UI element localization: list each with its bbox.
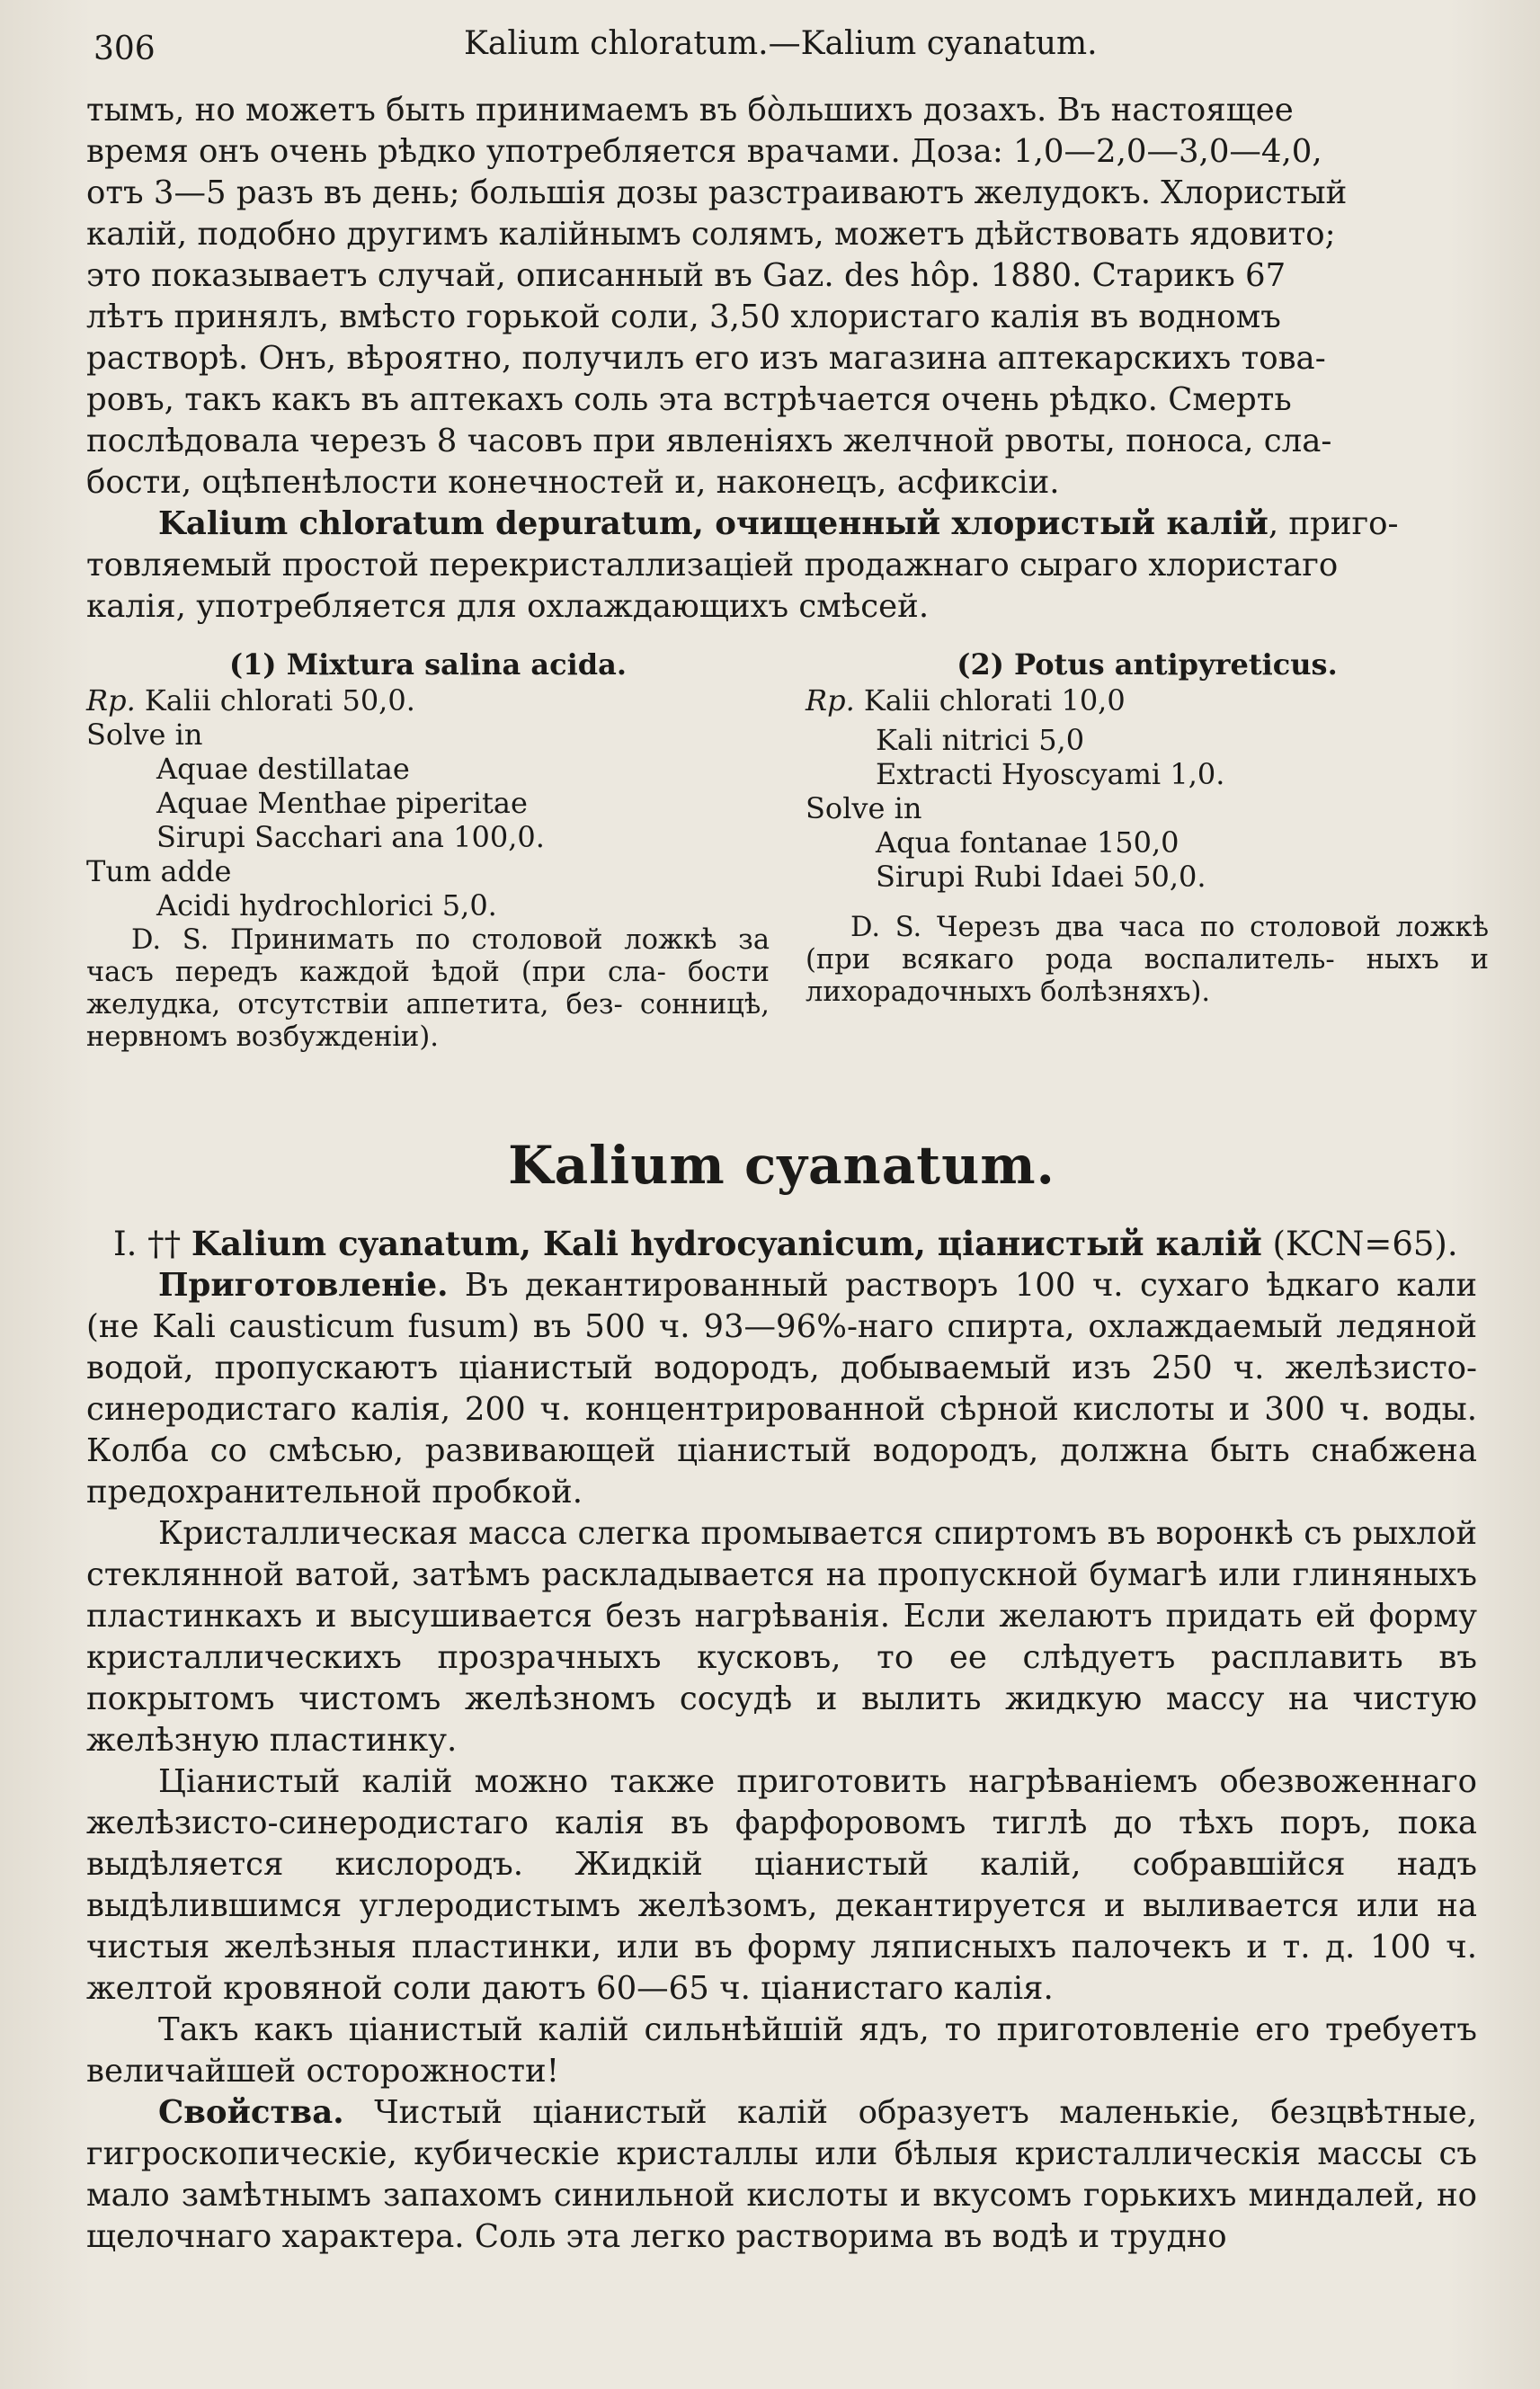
preparation-label: Приготовленіе. [158, 1267, 449, 1304]
text-line: послѣдовала черезъ 8 часовъ при явленіяхъ желчной рвоты, поноса, сла- [86, 423, 1332, 459]
recipe-line: Solve in [806, 791, 922, 825]
depuratum-paragraph [86, 504, 1477, 628]
recipe-line [806, 683, 1489, 718]
recipe-line: Sirupi Rubi Idaei 50,0. [876, 860, 1206, 894]
depuratum-term: Kalium chloratum depuratum, очищенный хлористый калій [158, 505, 1268, 542]
recipe-line: Tum adde [86, 854, 232, 888]
text-line: калія, употребляется для охлаждающихъ смѣсей. [86, 588, 930, 625]
rp-mark: Rp. [86, 683, 136, 718]
recipe-line: Sirupi Sacchari ana 100,0. [156, 820, 545, 854]
text-line: растворѣ. Онъ, вѣроятно, получилъ его изъ магазина аптекарскихъ това- [86, 340, 1326, 377]
recipe-signa [806, 912, 1489, 1009]
entry-line [86, 1223, 1477, 1265]
properties-paragraph [86, 2092, 1477, 2258]
text-line: лѣтъ принялъ, вмѣсто горькой соли, 3,50 хлористаго калія въ водномъ [86, 299, 1281, 335]
signa-text: D. S. Черезъ два часа по столовой ложкѣ (при всякаго рода воспалитель- ныхъ и лихорадочныхъ болѣзняхъ). [806, 912, 1489, 1008]
text-line [86, 504, 1477, 545]
properties-text: Чистый ціанистый калій образуетъ маленькіе, безцвѣтные, гигроскопическіе, кубическіе кристаллы или бѣлыя кристаллическія массы съ мало замѣтнымъ запахомъ синильной кислоты и вкусомъ горькихъ миндалей, но щелочнаго характера. Соль эта легко растворима въ водѣ и трудно [86, 2094, 1478, 2255]
spacer [806, 894, 1489, 910]
recipes [86, 647, 1489, 1068]
recipe-signa [86, 924, 770, 1054]
preparation-text: Въ декантированный растворъ 100 ч. сухаго ѣдкаго кали (не Kali causticum fusum) въ 500 ч. 93—96%-наго спирта, охлаждаемый ледяной водой, пропускаютъ ціанистый водородъ, добываемый изъ 250 ч. желѣзисто-синеродистаго калія, 200 ч. концентрированной сѣрной кислоты и 300 ч. воды. Колба со смѣсью, развивающей ціанистый водородъ, должна быть снабжена предохранительной пробкой. [86, 1267, 1477, 1511]
preparation-paragraph [86, 1265, 1477, 1513]
page-number: 306 [93, 31, 156, 67]
text-line: это показываетъ случай, описанный въ Gaz. des hôp. 1880. Старикъ 67 [86, 257, 1286, 294]
recipe-line: Acidi hydrochlorici 5,0. [156, 888, 497, 923]
paragraph-4: Такъ какъ ціанистый калій сильнѣйшій ядъ, то приготовленіе его требуетъ величайшей осторожности! [86, 2011, 1477, 2090]
paragraph-2: Кристаллическая масса слегка промывается спиртомъ въ воронкѣ съ рыхлой стеклянной ватой, затѣмъ раскладывается на пропускной бумагѣ или глиняныхъ пластинкахъ и высушивается безъ нагрѣванія. Если желаютъ придать ей форму кристаллическихъ прозрачныхъ кусковъ, то ее слѣдуетъ расплавить въ покрытомъ чистомъ желѣзномъ сосудѣ и вылить жидкую массу на чистую желѣзную пластинку. [86, 1515, 1477, 1759]
signa-text: D. S. Принимать по столовой ложкѣ за часъ передъ каждой ѣдой (при сла- бости желудка, отсутствіи аппетита, без- сонницѣ, нервномъ возбужденіи). [86, 924, 770, 1053]
text-line: бости, оцѣпенѣлости конечностей и, наконецъ, асфиксіи. [86, 464, 1060, 501]
entry-formula: (KCN=65). [1272, 1225, 1458, 1263]
rp-mark: Rp. [806, 683, 855, 718]
running-title: Kalium chloratum.—Kalium cyanatum. [464, 25, 1098, 62]
text-line: тымъ, но можетъ быть принимаемъ въ бо̀льшихъ дозахъ. Въ настоящее [86, 92, 1294, 129]
recipe-title: (1) Mixtura salina acida. [229, 647, 627, 682]
entry-number: I. †† [113, 1225, 182, 1263]
recipe-line: Aquae destillatae [156, 752, 410, 786]
text-line: товляемый простой перекристаллизаціей продажнаго сыраго хлористаго [86, 547, 1339, 584]
entry-term: Kalium cyanatum, Kali hydrocyanicum, ціанистый калій [191, 1224, 1262, 1263]
text-line: ровъ, такъ какъ въ аптекахъ соль эта встрѣчается очень рѣдко. Смерть [86, 381, 1292, 418]
recipe-1 [86, 647, 770, 1054]
properties-label: Свойства. [158, 2094, 344, 2131]
text-fragment: , приго- [1268, 505, 1399, 542]
ingredient: Kalii chlorati 10,0 [863, 683, 1126, 718]
recipe-title: (2) Potus antipyreticus. [957, 647, 1338, 682]
recipe-line [86, 683, 770, 718]
running-head [86, 25, 1477, 70]
recipe-line: Extracti Hyoscyami 1,0. [876, 757, 1225, 791]
recipe-2 [806, 647, 1489, 1009]
recipe-line: Aquae Menthae piperitae [156, 786, 528, 820]
text-line: отъ 3—5 разъ въ день; большія дозы разстраиваютъ желудокъ. Хлористый [86, 174, 1348, 211]
recipe-line: Kali nitrici 5,0 [876, 723, 1085, 757]
text-line: калій, подобно другимъ калійнымъ солямъ, можетъ дѣйствовать ядовито; [86, 216, 1336, 253]
ingredient: Kalii chlorati 50,0. [144, 683, 415, 718]
text-line: время онъ очень рѣдко употребляется врачами. Доза: 1,0—2,0—3,0—4,0, [86, 133, 1322, 170]
recipe-line: Aqua fontanae 150,0 [876, 825, 1179, 860]
top-paragraph [86, 90, 1477, 504]
paragraph-3: Ціанистый калій можно также приготовить нагрѣваніемъ обезвоженнаго желѣзисто-синеродистаго калія въ фарфоровомъ тиглѣ до тѣхъ поръ, пока выдѣляется кислородъ. Жидкій ціанистый калій, собравшійся надъ выдѣлившимся углеродистымъ желѣзомъ, декантируется и выливается или на чистыя желѣзныя пластинки, или въ форму ляписныхъ палочекъ и т. д. 100 ч. желтой кровяной соли даютъ 60—65 ч. ціанистаго калія. [86, 1763, 1477, 2007]
recipe-line: Solve in [86, 718, 203, 752]
section-heading: Kalium cyanatum. [508, 1135, 1055, 1196]
